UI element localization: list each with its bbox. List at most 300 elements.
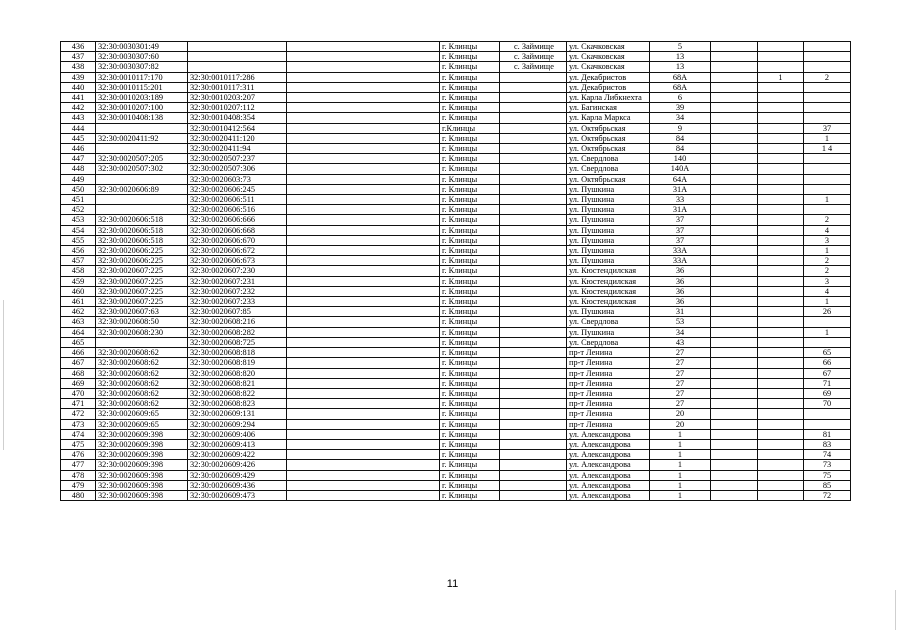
cell-apartment: 73 — [804, 460, 851, 470]
cell-settlement — [500, 460, 567, 470]
cell-block — [758, 62, 804, 72]
cell-settlement — [500, 490, 567, 500]
cell-house-number: 1 — [650, 490, 711, 500]
cell-settlement — [500, 307, 567, 317]
cell-name — [287, 52, 440, 62]
cell-building — [711, 52, 758, 62]
cell-cadastral-parcel: 32:30:0020607:225 — [96, 297, 188, 307]
cell-name — [287, 164, 440, 174]
cell-cadastral-parcel: 32:30:0010115:201 — [96, 82, 188, 92]
cell-cadastral-parcel: 32:30:0020609:398 — [96, 470, 188, 480]
cell-settlement — [500, 195, 567, 205]
cell-apartment: 72 — [804, 490, 851, 500]
cell-apartment — [804, 62, 851, 72]
cell-house-number: 1 — [650, 439, 711, 449]
cell-cadastral-building: 32:30:0020609:473 — [188, 490, 287, 500]
cell-house-number: 140А — [650, 164, 711, 174]
cell-cadastral-building: 32:30:0010203:207 — [188, 93, 287, 103]
table-row — [61, 439, 851, 449]
cell-street: ул. Пушкина — [567, 225, 650, 235]
cell-building — [711, 174, 758, 184]
cell-cadastral-building: 32:30:0020609:406 — [188, 429, 287, 439]
cell-name — [287, 368, 440, 378]
cell-building — [711, 123, 758, 133]
cell-house-number: 33А — [650, 246, 711, 256]
table-row — [61, 225, 851, 235]
cell-row-number: 452 — [61, 205, 96, 215]
cell-building — [711, 42, 758, 52]
cell-city: г. Клинцы — [440, 490, 500, 500]
cell-house-number: 27 — [650, 348, 711, 358]
cell-street: ул. Скачковская — [567, 42, 650, 52]
cell-house-number: 68А — [650, 82, 711, 92]
cell-row-number: 478 — [61, 470, 96, 480]
cell-house-number: 1 — [650, 450, 711, 460]
cell-row-number: 439 — [61, 72, 96, 82]
table-row — [61, 480, 851, 490]
cell-street: ул. Свердлова — [567, 164, 650, 174]
cell-row-number: 456 — [61, 246, 96, 256]
cell-cadastral-building: 32:30:0020607:231 — [188, 276, 287, 286]
cell-building — [711, 62, 758, 72]
cell-house-number: 37 — [650, 215, 711, 225]
cell-city: г. Клинцы — [440, 184, 500, 194]
cell-cadastral-building: 32:30:0020609:294 — [188, 419, 287, 429]
cell-cadastral-parcel: 32:30:0020609:398 — [96, 460, 188, 470]
cell-name — [287, 337, 440, 347]
cell-cadastral-parcel: 32:30:0020608:62 — [96, 368, 188, 378]
cell-name — [287, 317, 440, 327]
cell-name — [287, 103, 440, 113]
cell-row-number: 445 — [61, 133, 96, 143]
cell-apartment: 65 — [804, 348, 851, 358]
cell-building — [711, 388, 758, 398]
cell-block — [758, 174, 804, 184]
cell-settlement — [500, 327, 567, 337]
cell-building — [711, 327, 758, 337]
cell-apartment: 26 — [804, 307, 851, 317]
table-row — [61, 419, 851, 429]
cell-settlement — [500, 72, 567, 82]
cell-city: г. Клинцы — [440, 450, 500, 460]
cell-street: ул. Александрова — [567, 480, 650, 490]
cell-street: ул. Скачковская — [567, 62, 650, 72]
cell-settlement — [500, 266, 567, 276]
cell-city: г. Клинцы — [440, 154, 500, 164]
table-row — [61, 93, 851, 103]
cell-city: г. Клинцы — [440, 276, 500, 286]
cell-cadastral-building: 32:30:0020608:822 — [188, 388, 287, 398]
cell-city: г. Клинцы — [440, 174, 500, 184]
cell-cadastral-parcel — [96, 174, 188, 184]
cell-cadastral-building: 32:30:0020609:426 — [188, 460, 287, 470]
cell-settlement: с. Займище — [500, 62, 567, 72]
cell-cadastral-parcel: 32:30:0020606:518 — [96, 235, 188, 245]
cell-row-number: 475 — [61, 439, 96, 449]
cell-block — [758, 276, 804, 286]
cell-building — [711, 266, 758, 276]
cell-city: г.Клинцы — [440, 123, 500, 133]
cell-row-number: 444 — [61, 123, 96, 133]
cell-building — [711, 419, 758, 429]
cell-building — [711, 470, 758, 480]
cell-house-number: 64А — [650, 174, 711, 184]
cell-cadastral-parcel: 32:30:0020606:518 — [96, 225, 188, 235]
cell-cadastral-building: 32:30:0020606:245 — [188, 184, 287, 194]
cell-apartment: 81 — [804, 429, 851, 439]
cell-street: ул. Октябрьская — [567, 123, 650, 133]
cell-cadastral-building: 32:30:0020607:85 — [188, 307, 287, 317]
cell-name — [287, 93, 440, 103]
cell-block — [758, 439, 804, 449]
cell-house-number: 27 — [650, 388, 711, 398]
cell-cadastral-parcel: 32:30:0010203:189 — [96, 93, 188, 103]
cell-block — [758, 388, 804, 398]
cell-street: ул. Карла Либкнехта — [567, 93, 650, 103]
table-row — [61, 174, 851, 184]
cell-row-number: 473 — [61, 419, 96, 429]
cell-row-number: 466 — [61, 348, 96, 358]
table-row — [61, 72, 851, 82]
cell-settlement — [500, 480, 567, 490]
cell-house-number: 31А — [650, 184, 711, 194]
cell-city: г. Клинцы — [440, 358, 500, 368]
cell-building — [711, 205, 758, 215]
cell-street: ул. Пушкина — [567, 235, 650, 245]
scan-edge-mark — [3, 300, 4, 450]
cell-house-number: 27 — [650, 378, 711, 388]
cell-cadastral-parcel: 32:30:0020609:65 — [96, 419, 188, 429]
cell-row-number: 470 — [61, 388, 96, 398]
cell-cadastral-building: 32:30:0020608:216 — [188, 317, 287, 327]
cell-block — [758, 82, 804, 92]
cell-city: г. Клинцы — [440, 327, 500, 337]
table-row — [61, 144, 851, 154]
cell-cadastral-building: 32:30:0020603:73 — [188, 174, 287, 184]
cell-street: пр-т Ленина — [567, 399, 650, 409]
cell-cadastral-parcel: 32:30:0020609:398 — [96, 439, 188, 449]
cell-block — [758, 337, 804, 347]
cell-cadastral-building: 32:30:0020607:232 — [188, 286, 287, 296]
cell-house-number: 27 — [650, 368, 711, 378]
cell-city: г. Клинцы — [440, 82, 500, 92]
cell-cadastral-building: 32:30:0010117:286 — [188, 72, 287, 82]
cell-block — [758, 378, 804, 388]
cell-settlement — [500, 470, 567, 480]
table-row — [61, 317, 851, 327]
cell-cadastral-building: 32:30:0020411:94 — [188, 144, 287, 154]
cell-name — [287, 42, 440, 52]
cell-house-number: 13 — [650, 62, 711, 72]
cell-block — [758, 368, 804, 378]
cell-house-number: 31 — [650, 307, 711, 317]
cell-cadastral-parcel: 32:30:0030307:60 — [96, 52, 188, 62]
cell-row-number: 455 — [61, 235, 96, 245]
cell-apartment — [804, 317, 851, 327]
cell-name — [287, 460, 440, 470]
cell-settlement — [500, 93, 567, 103]
table-row — [61, 276, 851, 286]
cell-block — [758, 123, 804, 133]
cell-cadastral-parcel: 32:30:0030301:49 — [96, 42, 188, 52]
cell-house-number: 36 — [650, 297, 711, 307]
cell-row-number: 458 — [61, 266, 96, 276]
cell-house-number: 36 — [650, 276, 711, 286]
cell-apartment: 83 — [804, 439, 851, 449]
cell-cadastral-parcel: 32:30:0020608:230 — [96, 327, 188, 337]
cell-name — [287, 205, 440, 215]
cell-name — [287, 154, 440, 164]
table-row — [61, 337, 851, 347]
cell-apartment: 1 — [804, 246, 851, 256]
cell-building — [711, 409, 758, 419]
cell-block — [758, 215, 804, 225]
cell-block — [758, 144, 804, 154]
cell-city: г. Клинцы — [440, 286, 500, 296]
table-row — [61, 195, 851, 205]
cell-building — [711, 225, 758, 235]
cell-apartment — [804, 154, 851, 164]
cell-city: г. Клинцы — [440, 62, 500, 72]
cell-building — [711, 480, 758, 490]
table-row — [61, 429, 851, 439]
cell-house-number: 33А — [650, 256, 711, 266]
table-row — [61, 154, 851, 164]
cell-name — [287, 133, 440, 143]
cell-city: г. Клинцы — [440, 256, 500, 266]
cell-apartment: 70 — [804, 399, 851, 409]
cell-house-number: 1 — [650, 429, 711, 439]
cell-building — [711, 113, 758, 123]
cell-city: г. Клинцы — [440, 52, 500, 62]
cell-cadastral-parcel — [96, 123, 188, 133]
cell-street: пр-т Ленина — [567, 409, 650, 419]
cell-building — [711, 144, 758, 154]
cell-city: г. Клинцы — [440, 297, 500, 307]
cell-street: ул. Александрова — [567, 460, 650, 470]
cell-city: г. Клинцы — [440, 429, 500, 439]
cell-row-number: 477 — [61, 460, 96, 470]
cell-row-number: 440 — [61, 82, 96, 92]
cell-street: ул. Пушкина — [567, 327, 650, 337]
cell-block — [758, 235, 804, 245]
cell-street: пр-т Ленина — [567, 388, 650, 398]
cell-block — [758, 327, 804, 337]
cell-city: г. Клинцы — [440, 460, 500, 470]
cell-city: г. Клинцы — [440, 144, 500, 154]
cell-row-number: 450 — [61, 184, 96, 194]
cell-house-number: 36 — [650, 286, 711, 296]
cell-row-number: 451 — [61, 195, 96, 205]
cell-cadastral-building: 32:30:0020606:668 — [188, 225, 287, 235]
cell-cadastral-parcel: 32:30:0020607:225 — [96, 286, 188, 296]
cell-cadastral-building: 32:30:0020608:823 — [188, 399, 287, 409]
cell-settlement — [500, 144, 567, 154]
cell-cadastral-parcel: 32:30:0020507:205 — [96, 154, 188, 164]
cell-block — [758, 450, 804, 460]
cell-settlement — [500, 388, 567, 398]
cell-city: г. Клинцы — [440, 246, 500, 256]
cell-name — [287, 307, 440, 317]
table-row — [61, 184, 851, 194]
cell-settlement — [500, 154, 567, 164]
table-row — [61, 215, 851, 225]
cell-name — [287, 144, 440, 154]
cell-apartment — [804, 93, 851, 103]
table-row — [61, 62, 851, 72]
cell-block — [758, 429, 804, 439]
cell-block — [758, 103, 804, 113]
cell-street: ул. Декабристов — [567, 82, 650, 92]
cell-row-number: 443 — [61, 113, 96, 123]
cell-cadastral-building: 32:30:0020607:233 — [188, 297, 287, 307]
cell-house-number: 13 — [650, 52, 711, 62]
cell-city: г. Клинцы — [440, 317, 500, 327]
cell-cadastral-building: 32:30:0020606:666 — [188, 215, 287, 225]
cell-settlement — [500, 419, 567, 429]
cell-settlement — [500, 378, 567, 388]
cell-name — [287, 72, 440, 82]
table-row — [61, 42, 851, 52]
cell-row-number: 471 — [61, 399, 96, 409]
cell-cadastral-building: 32:30:0020608:818 — [188, 348, 287, 358]
cell-building — [711, 358, 758, 368]
cell-name — [287, 113, 440, 123]
cell-apartment: 71 — [804, 378, 851, 388]
cell-building — [711, 164, 758, 174]
cell-street: ул. Пушкина — [567, 246, 650, 256]
cell-street: ул. Октябрьская — [567, 144, 650, 154]
cell-row-number: 448 — [61, 164, 96, 174]
cell-apartment — [804, 113, 851, 123]
cell-cadastral-parcel: 32:30:0020609:398 — [96, 450, 188, 460]
cell-block — [758, 93, 804, 103]
table-row — [61, 123, 851, 133]
cell-cadastral-building: 32:30:0020609:436 — [188, 480, 287, 490]
cell-settlement — [500, 368, 567, 378]
cell-row-number: 464 — [61, 327, 96, 337]
table-row — [61, 399, 851, 409]
cell-cadastral-building: 32:30:0020606:511 — [188, 195, 287, 205]
cell-street: ул. Свердлова — [567, 317, 650, 327]
cell-street: ул. Октябрьская — [567, 174, 650, 184]
cell-house-number: 33 — [650, 195, 711, 205]
cell-name — [287, 195, 440, 205]
cell-building — [711, 317, 758, 327]
cell-settlement — [500, 246, 567, 256]
cell-apartment: 2 — [804, 266, 851, 276]
cell-block — [758, 113, 804, 123]
cell-cadastral-building: 32:30:0020609:413 — [188, 439, 287, 449]
table-row — [61, 388, 851, 398]
cell-name — [287, 184, 440, 194]
cell-settlement — [500, 113, 567, 123]
cell-row-number: 460 — [61, 286, 96, 296]
cell-house-number: 1 — [650, 460, 711, 470]
cell-row-number: 461 — [61, 297, 96, 307]
cell-cadastral-building: 32:30:0020607:230 — [188, 266, 287, 276]
cell-block — [758, 286, 804, 296]
cell-name — [287, 276, 440, 286]
cell-cadastral-parcel — [96, 195, 188, 205]
cell-cadastral-building: 32:30:0020507:237 — [188, 154, 287, 164]
cell-block — [758, 154, 804, 164]
cell-settlement — [500, 256, 567, 266]
cell-block — [758, 297, 804, 307]
cell-cadastral-parcel: 32:30:0020507:302 — [96, 164, 188, 174]
cell-block — [758, 164, 804, 174]
table-row — [61, 327, 851, 337]
cell-city: г. Клинцы — [440, 93, 500, 103]
cell-block — [758, 460, 804, 470]
cell-city: г. Клинцы — [440, 205, 500, 215]
cell-cadastral-building: 32:30:0020608:820 — [188, 368, 287, 378]
cell-street: ул. Пушкина — [567, 215, 650, 225]
cell-block — [758, 307, 804, 317]
cell-cadastral-parcel: 32:30:0020609:398 — [96, 480, 188, 490]
cell-cadastral-parcel: 32:30:0020411:92 — [96, 133, 188, 143]
table-row — [61, 133, 851, 143]
cell-cadastral-parcel: 32:30:0020608:62 — [96, 388, 188, 398]
cell-street: ул. Пушкина — [567, 195, 650, 205]
cell-cadastral-building: 32:30:0020608:282 — [188, 327, 287, 337]
cell-settlement: с. Займище — [500, 52, 567, 62]
cell-building — [711, 490, 758, 500]
cell-row-number: 479 — [61, 480, 96, 490]
cell-apartment: 1 — [804, 195, 851, 205]
cell-city: г. Клинцы — [440, 42, 500, 52]
cell-name — [287, 490, 440, 500]
cell-row-number: 453 — [61, 215, 96, 225]
cell-settlement — [500, 184, 567, 194]
page-number: 11 — [446, 578, 459, 590]
cell-house-number: 37 — [650, 225, 711, 235]
cell-row-number: 472 — [61, 409, 96, 419]
cell-city: г. Клинцы — [440, 235, 500, 245]
cell-row-number: 438 — [61, 62, 96, 72]
cell-cadastral-building: 32:30:0010412:564 — [188, 123, 287, 133]
cell-cadastral-building: 32:30:0010408:354 — [188, 113, 287, 123]
cell-building — [711, 429, 758, 439]
cell-street: ул. Карла Маркса — [567, 113, 650, 123]
cell-building — [711, 439, 758, 449]
cell-building — [711, 82, 758, 92]
cell-cadastral-building: 32:30:0020606:670 — [188, 235, 287, 245]
cell-building — [711, 184, 758, 194]
table-row — [61, 490, 851, 500]
cell-building — [711, 154, 758, 164]
cell-street: ул. Кюстендилская — [567, 286, 650, 296]
cell-settlement — [500, 276, 567, 286]
cell-city: г. Клинцы — [440, 164, 500, 174]
cell-street: ул. Александрова — [567, 470, 650, 480]
cell-house-number: 37 — [650, 235, 711, 245]
cell-block — [758, 409, 804, 419]
cell-building — [711, 103, 758, 113]
cell-apartment: 74 — [804, 450, 851, 460]
cell-settlement — [500, 317, 567, 327]
cell-row-number: 462 — [61, 307, 96, 317]
cell-cadastral-building: 32:30:0020606:673 — [188, 256, 287, 266]
cell-row-number: 459 — [61, 276, 96, 286]
cell-settlement — [500, 205, 567, 215]
cell-apartment: 66 — [804, 358, 851, 368]
cell-apartment: 37 — [804, 123, 851, 133]
cell-row-number: 437 — [61, 52, 96, 62]
cell-city: г. Клинцы — [440, 307, 500, 317]
cell-name — [287, 348, 440, 358]
cell-apartment: 1 — [804, 327, 851, 337]
